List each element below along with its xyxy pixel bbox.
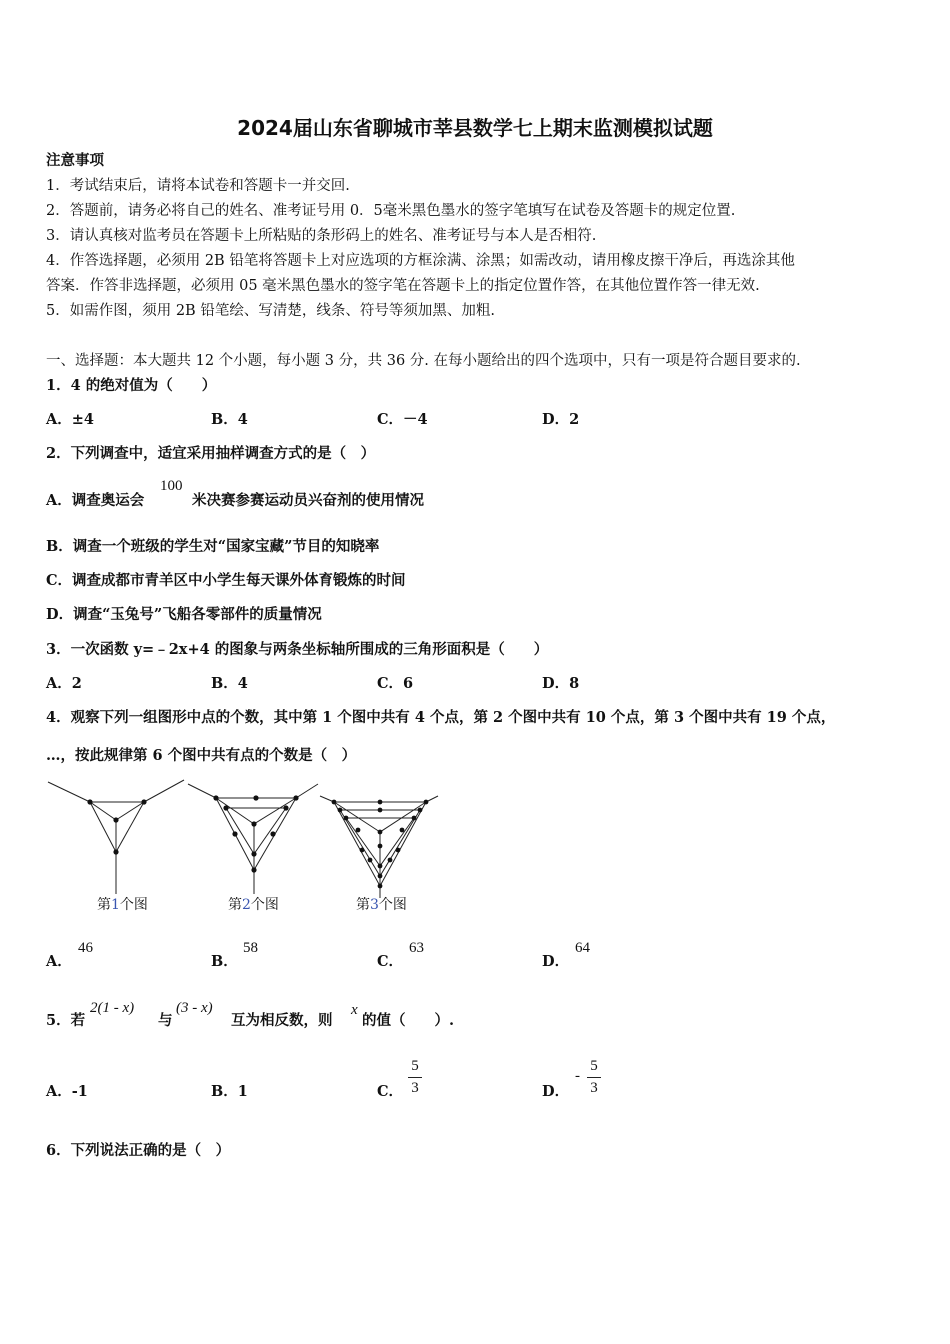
figure-2-caption: 第2个图 — [228, 897, 279, 913]
fraction-numerator: 5 — [411, 1058, 419, 1074]
notice-item-4: 4．作答选择题，必须用 2B 铅笔将答题卡上对应选项的方框涂满、涂黑；如需改动，请用橡皮擦干净后，再选涂其他 — [46, 253, 795, 269]
q2-option-a-post: 米决赛参赛运动员兴奋剂的使用情况 — [192, 492, 424, 509]
q4-option-c-letter: C． — [377, 953, 404, 970]
page-title: 2024届山东省聊城市莘县数学七上期末监测模拟试题 — [237, 116, 713, 140]
notice-item-4-cont: 答案．作答非选择题，必须用 05 毫米黑色墨水的签字笔在答题卡上的指定位置作答，在其他位置作答一律无效. — [46, 278, 760, 294]
q3-option-c: C．6 — [377, 675, 414, 692]
fraction-denominator: 3 — [411, 1080, 419, 1096]
q4-option-c-value: 63 — [409, 940, 424, 956]
q4-option-a-letter: A． — [46, 953, 72, 970]
q4-option-b-value: 58 — [243, 940, 258, 956]
q5-option-d-letter: D． — [542, 1083, 570, 1100]
q1-stem: 1．4 的绝对值为（ ） — [46, 377, 217, 394]
notice-heading: 注意事项 — [46, 152, 104, 169]
q6-stem: 6．下列说法正确的是（ ） — [46, 1142, 231, 1159]
q4-stem-line2: …，按此规律第 6 个图中共有点的个数是（ ） — [46, 747, 357, 764]
q5-expression-2: (3 - x) — [176, 1000, 213, 1016]
q1-option-b: B．4 — [211, 411, 248, 428]
fraction-numerator: 5 — [590, 1058, 598, 1074]
notice-item-3: 3．请认真核对监考员在答题卡上所粘贴的条形码上的姓名、准考证号与本人是否相符. — [46, 228, 597, 244]
q4-figures — [40, 774, 450, 900]
q4-stem-line1: 4．观察下列一组图形中点的个数，其中第 1 个图中共有 4 个点，第 2 个图中共有 10 个点，第 3 个图中共有 19 个点， — [46, 709, 836, 726]
q5-expression-1: 2(1 - x) — [90, 1000, 135, 1016]
q3-stem: 3．一次函数 y=﹣2x+4 的图象与两条坐标轴所围成的三角形面积是（ ） — [46, 641, 549, 658]
notice-item-1: 1．考试结束后，请将本试卷和答题卡一并交回. — [46, 178, 350, 194]
figure-3-caption: 第3个图 — [356, 897, 407, 913]
fraction-denominator: 3 — [590, 1080, 598, 1096]
q5-stem-tail: 的值（ ）. — [362, 1012, 455, 1029]
figure-2 — [188, 784, 318, 894]
q2-option-a-number: 100 — [160, 478, 183, 494]
q5-stem-mid: 与 — [158, 1012, 173, 1029]
q5-stem-post: 互为相反数，则 — [231, 1012, 333, 1029]
q5-option-c-letter: C． — [377, 1083, 404, 1100]
q5-variable: x — [351, 1002, 358, 1018]
figure-1 — [48, 780, 184, 894]
q3-option-a: A．2 — [46, 675, 82, 692]
q3-option-b: B．4 — [211, 675, 248, 692]
q1-option-d: D．2 — [542, 411, 580, 428]
q2-option-d: D．调查“玉兔号”飞船各零部件的质量情况 — [46, 606, 322, 623]
q2-stem: 2．下列调查中，适宜采用抽样调查方式的是（ ） — [46, 445, 376, 462]
q1-option-a: A．±4 — [46, 411, 94, 428]
q2-option-c: C．调查成都市青羊区中小学生每天课外体育锻炼的时间 — [46, 572, 406, 589]
q5-option-c-fraction — [408, 1058, 422, 1097]
q5-option-d-minus: - — [575, 1068, 580, 1084]
q4-option-d-value: 64 — [575, 940, 590, 956]
q4-option-d-letter: D． — [542, 953, 570, 970]
figure-1-caption: 第1个图 — [97, 897, 148, 913]
q2-option-b: B．调查一个班级的学生对“国家宝藏”节目的知晓率 — [46, 538, 380, 555]
q3-option-d: D．8 — [542, 675, 580, 692]
q1-option-c: C．－4 — [377, 411, 428, 428]
q5-option-a: A．-1 — [46, 1083, 88, 1100]
q2-option-a-pre: A．调查奥运会 — [46, 492, 145, 509]
section-heading: 一、选择题：本大题共 12 个小题，每小题 3 分，共 36 分. 在每小题给出的四个选项中，只有一项是符合题目要求的. — [46, 353, 801, 369]
q5-stem-pre: 5．若 — [46, 1012, 86, 1029]
q4-option-a-value: 46 — [78, 940, 93, 956]
q5-option-b: B．1 — [211, 1083, 248, 1100]
notice-item-2: 2．答题前，请务必将自己的姓名、准考证号用 0．5毫米黑色墨水的签字笔填写在试卷及答题卡的规定位置. — [46, 203, 736, 219]
notice-item-5: 5．如需作图，须用 2B 铅笔绘、写清楚，线条、符号等须加黑、加粗. — [46, 303, 495, 319]
q4-option-b-letter: B． — [211, 953, 238, 970]
q5-option-d-fraction — [587, 1058, 601, 1097]
